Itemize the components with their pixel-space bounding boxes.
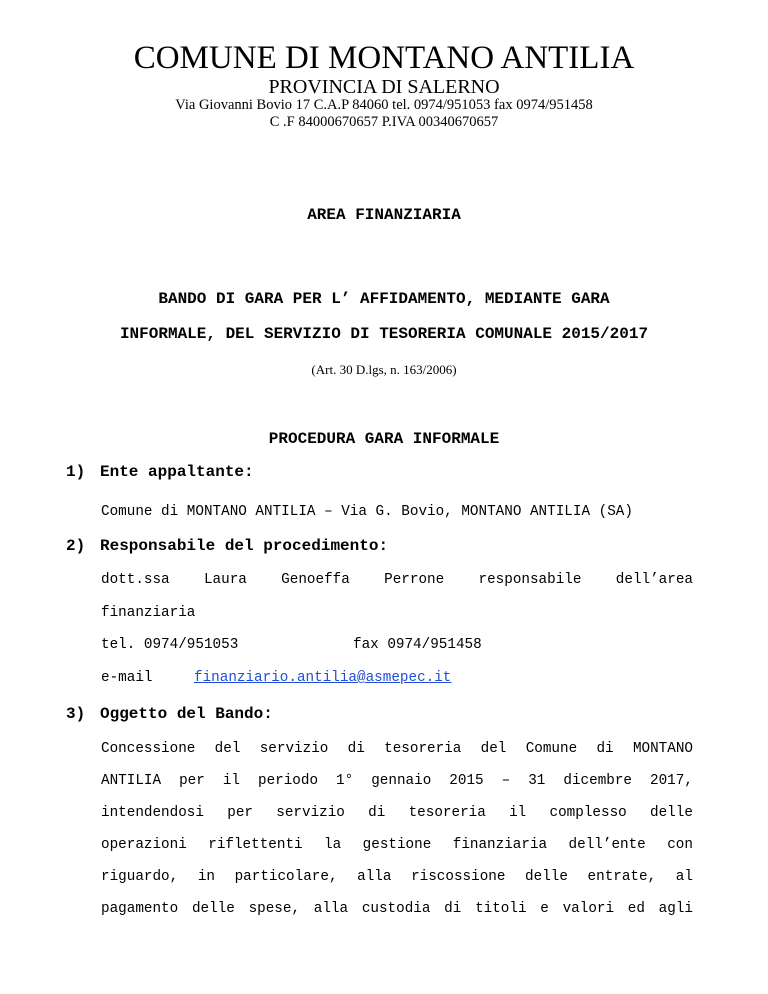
word: con — [667, 837, 693, 853]
word: per — [179, 773, 205, 789]
word: di — [368, 805, 386, 821]
word: riscossione — [411, 869, 506, 885]
object-line-2 — [101, 772, 693, 790]
municipality-name: COMUNE DI MONTANO ANTILIA — [133, 40, 635, 76]
section-title: Ente appaltante: — [100, 463, 254, 481]
word: del — [480, 741, 507, 757]
word: gestione — [362, 837, 432, 853]
section-number: 3) — [66, 705, 86, 723]
word: dott.ssa — [101, 572, 170, 588]
word: la — [324, 837, 342, 853]
word: particolare, — [234, 869, 338, 885]
word: 1° — [336, 773, 354, 789]
word: complesso — [549, 805, 627, 821]
section-3-heading — [66, 703, 273, 725]
word: pagamento — [101, 901, 179, 917]
word: di — [347, 741, 365, 757]
word: delle — [191, 901, 235, 917]
word: in — [197, 869, 215, 885]
word: servizio — [259, 741, 329, 757]
word: 31 — [528, 773, 546, 789]
word: valori — [562, 901, 615, 917]
word: ANTILIA — [101, 773, 162, 789]
word: tesoreria — [408, 805, 486, 821]
word: delle — [650, 805, 693, 821]
word: Laura — [203, 572, 247, 588]
area-title: AREA FINANZIARIA — [307, 206, 461, 224]
word: al — [675, 869, 693, 885]
word: entrate, — [587, 869, 657, 885]
word: agli — [658, 901, 693, 917]
word: alla — [357, 869, 392, 885]
word: operazioni — [101, 837, 187, 853]
word: il — [509, 805, 527, 821]
word: riflettenti — [208, 837, 303, 853]
word: MONTANO — [632, 741, 693, 757]
bando-title-line-1: BANDO DI GARA PER L’ AFFIDAMENTO, MEDIANTE GARA — [158, 290, 610, 308]
address-line: Via Giovanni Bovio 17 C.A.P 84060 tel. 0974/951053 fax 0974/951458 — [175, 97, 593, 113]
word: – — [501, 773, 511, 789]
word: Perrone — [384, 572, 445, 588]
word: e — [540, 901, 549, 917]
word: dell’ente — [568, 837, 646, 853]
bando-title-line-2: INFORMALE, DEL SERVIZIO DI TESORERIA COMUNALE 2015/2017 — [119, 325, 649, 343]
email-link[interactable]: finanziario.antilia@asmepec.it — [194, 670, 452, 686]
legal-reference: (Art. 30 D.lgs, n. 163/2006) — [311, 362, 457, 377]
word: Concessione — [101, 741, 196, 757]
province-name: PROVINCIA DI SALERNO — [268, 76, 500, 98]
word: responsabile — [478, 572, 582, 588]
word: intendendosi — [101, 805, 204, 821]
word: gennaio — [371, 773, 432, 789]
fax: fax 0974/951458 — [353, 637, 482, 653]
object-line-1 — [101, 740, 693, 758]
section-number: 2) — [66, 537, 86, 555]
word: finanziaria — [452, 837, 548, 853]
word: per — [227, 805, 253, 821]
word: titoli — [475, 901, 527, 917]
word: riguardo, — [101, 869, 179, 885]
object-line-4 — [101, 836, 693, 854]
word: del — [214, 741, 241, 757]
word: di — [596, 741, 614, 757]
object-line-5 — [101, 868, 693, 886]
word: dicembre — [563, 773, 633, 789]
email-label: e-mail — [101, 670, 153, 686]
section-1-heading — [66, 461, 254, 483]
section-2-heading — [66, 535, 388, 557]
procedure-title: PROCEDURA GARA INFORMALE — [268, 430, 500, 448]
section-title: Responsabile del procedimento: — [100, 537, 389, 555]
word: tesoreria — [384, 741, 462, 757]
word: ed — [627, 901, 645, 917]
word: delle — [525, 869, 568, 885]
word: spese, — [248, 901, 301, 917]
telephone: tel. 0974/951053 — [101, 637, 239, 653]
word: Genoeffa — [281, 572, 350, 588]
word: Comune — [525, 741, 578, 757]
section-title: Oggetto del Bando: — [100, 705, 273, 723]
section-number: 1) — [66, 463, 86, 481]
word: di — [444, 901, 462, 917]
word: custodia — [361, 901, 431, 917]
word: dell’area — [615, 572, 693, 588]
word: 2015 — [449, 773, 484, 789]
word: 2017, — [650, 773, 693, 789]
tax-codes-line: C .F 84000670657 P.IVA 00340670657 — [269, 114, 499, 130]
object-line-6 — [101, 900, 693, 918]
contracting-entity-text: Comune di MONTANO ANTILIA – Via G. Bovio, MONTANO ANTILIA (SA) — [101, 504, 633, 520]
responsible-line-1 — [101, 571, 693, 589]
word: periodo — [257, 773, 319, 789]
responsible-line-2: finanziaria — [101, 605, 196, 621]
object-line-3 — [101, 804, 693, 822]
word: servizio — [276, 805, 345, 821]
word: il — [222, 773, 240, 789]
word: alla — [313, 901, 349, 917]
